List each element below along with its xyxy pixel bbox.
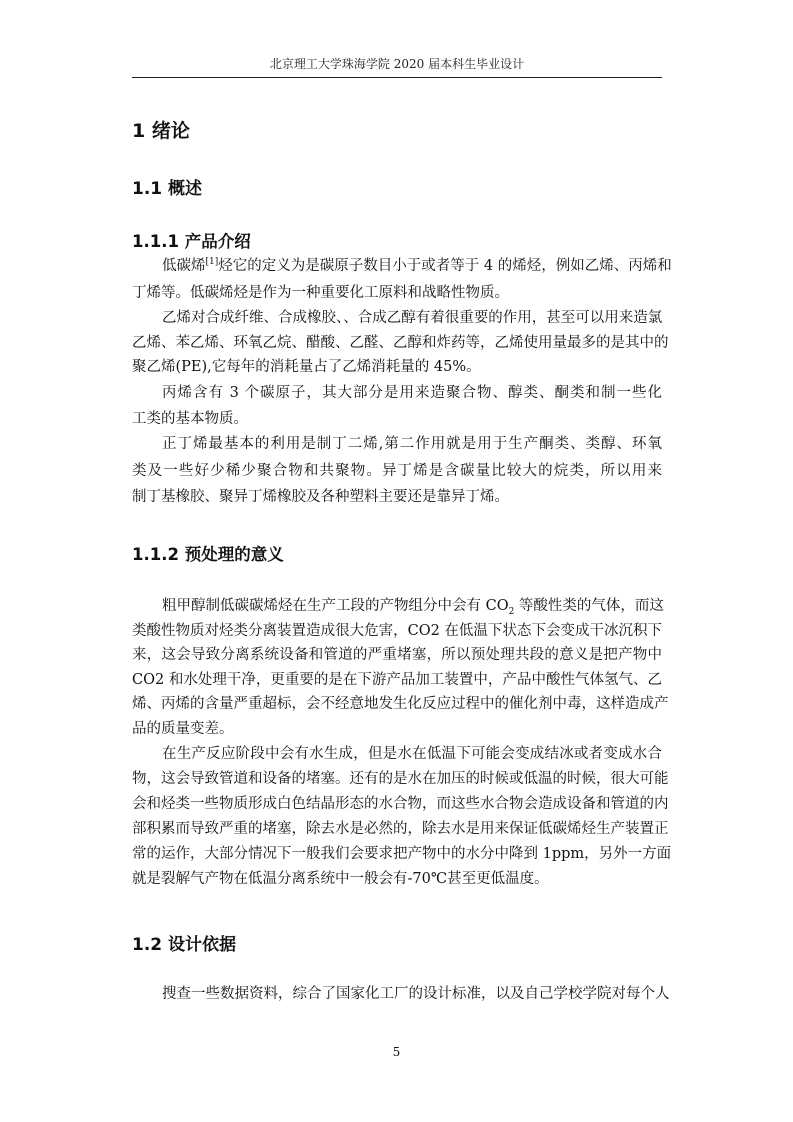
paragraph-line: 烯、丙烯的含量严重超标，会不经意地发生化反应过程中的催化剂中毒，这样造成产 (132, 696, 669, 712)
paragraph-line: 制丁基橡胶、聚异丁烯橡胶及各种塑料主要还是靠异丁烯。 (132, 489, 509, 505)
paragraph-line: 物，这会导致管道和设备的堵塞。还有的是水在加压的时候或低温的时候，很大可能 (132, 771, 669, 787)
paragraph-line: 搜查一些数据资料，综合了国家化工厂的设计标准，以及自己学校学院对每个人 (162, 986, 670, 1002)
paragraph-line: 丁烯等。低碳烯烃是作为一种重要化工原料和战略性物质。 (132, 285, 509, 301)
section-heading-overview: 1.1 概述 (132, 179, 203, 199)
paragraph-line: 品的质量变差。 (132, 721, 234, 737)
paragraph-line: 乙烯对合成纤维、合成橡胶、、合成乙醇有着很重要的作用，甚至可以用来造氯 (162, 310, 663, 326)
paragraph-line: 常的运作，大部分情况下一般我们会要求把产物中的水分中降到 1ppm，另外一方面 (132, 846, 672, 862)
header-rule (132, 77, 662, 78)
paragraph-line: 在生产反应阶段中会有水生成，但是水在低温下可能会变成结冰或者变成水合 (162, 746, 662, 762)
paragraph-line: 低碳烯[1]烃它的定义为是碳原子数目小于或者等于 4 的烯烃，例如乙烯、丙烯和 (162, 257, 672, 274)
subsection-heading-product-intro: 1.1.1 产品介绍 (132, 232, 251, 251)
paragraph-line: 来，这会导致分离系统设备和管道的严重堵塞，所以预处理共段的意义是把产物中 (132, 647, 662, 663)
paragraph-line: 正丁烯最基本的利用是制丁二烯,第二作用就是用于生产酮类、类醇、环氧 (162, 436, 662, 452)
paragraph-line: 乙烯、苯乙烯、环氧乙烷、醋酸、乙醛、乙醇和炸药等，乙烯使用量最多的是其中的 (132, 335, 669, 351)
subsection-heading-pretreatment: 1.1.2 预处理的意义 (132, 545, 284, 564)
paragraph-line: 聚乙烯(PE),它每年的消耗量占了乙烯消耗量的 45%。 (132, 359, 481, 375)
paragraph-line: 类及一些好少稀少聚合物和共聚物。异丁烯是含碳量比较大的烷类，所以用来 (132, 463, 662, 479)
paragraph-line: 粗甲醇制低碳碳烯烃在生产工段的产物组分中会有 $CO_2$ 等酸性类的气体，而这 (162, 598, 664, 617)
paragraph-line: 丙烯含有 3 个碳原子，其大部分是用来造聚合物、醇类、酮类和制一些化 (162, 385, 662, 401)
paragraph-line: CO2 和水处理干净，更重要的是在下游产品加工装置中，产品中酸性气体氢气、乙 (132, 672, 662, 688)
paragraph-line: 工类的基本物质。 (132, 411, 248, 427)
paragraph-line: 部积累而导致严重的堵塞，除去水是必然的，除去水是用来保证低碳烯烃生产装置正 (132, 821, 669, 837)
paragraph-line: 会和烃类一些物质形成白色结晶形态的水合物，而这些水合物会造成设备和管道的内 (132, 796, 669, 812)
section-heading-design-basis: 1.2 设计依据 (132, 935, 237, 955)
running-header: 北京理工大学珠海学院 2020 届本科生毕业设计 (269, 57, 525, 71)
chapter-heading: 1 绪论 (132, 120, 190, 142)
page-number: 5 (392, 1045, 401, 1059)
paragraph-line: 类酸性物质对烃类分离装置造成很大危害，CO2 在低温下状态下会变成干冰沉积下 (132, 623, 662, 639)
paragraph-line: 就是裂解气产物在低温分离系统中一般会有-70℃甚至更低温度。 (132, 871, 549, 887)
